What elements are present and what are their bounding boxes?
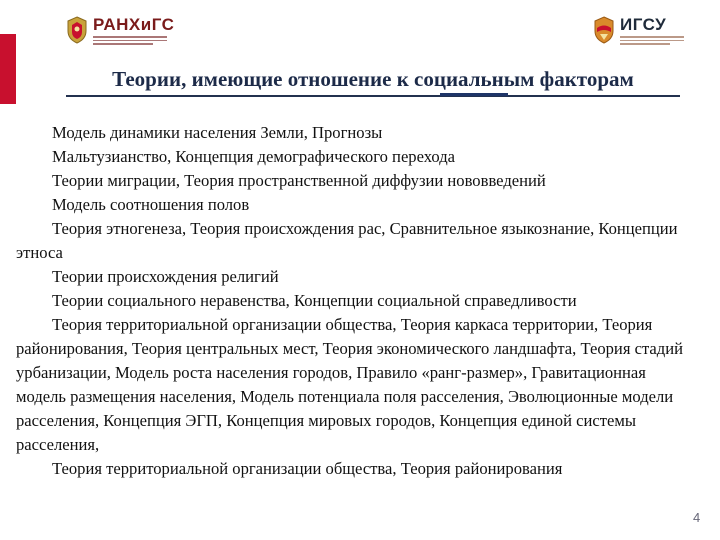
logo-left-caption-lines bbox=[93, 36, 174, 45]
body-paragraph: Модель соотношения полов bbox=[52, 195, 250, 214]
body-paragraph: Теория территориальной организации общества, Теория районирования bbox=[52, 459, 563, 478]
logo-right-name: ИГСУ bbox=[620, 15, 667, 34]
body-paragraph: Теория территориальной организации общества, Теория каркаса территории, Теория районирования, Теория центральных мест, Теория экономического ландшафта, Теория стадий урбанизации, Модель роста населения городов, Правило «ранг-размер», Гравитационная модель размещения населения, Модель потенциала поля расселения, Эволюционные модели расселения, Концепция ЭГП, Концепция мировых городов, Концепция единой системы расселения, bbox=[16, 315, 683, 454]
logo-igsu bbox=[593, 16, 684, 45]
body-paragraph: Теории происхождения религий bbox=[52, 267, 279, 286]
page-number: 4 bbox=[693, 510, 701, 525]
body-paragraph: Теории социального неравенства, Концепции социальной справедливости bbox=[52, 291, 577, 310]
logo-left-name: РАНХиГС bbox=[93, 15, 175, 34]
title-underline-accent bbox=[440, 93, 508, 96]
slide-body bbox=[16, 121, 698, 481]
body-paragraph: Теория этногенеза, Теория происхождения рас, Сравнительное языкознание, Концепции этноса bbox=[16, 219, 678, 262]
body-paragraph: Мальтузианство, Концепция демографического перехода bbox=[52, 147, 456, 166]
body-paragraph: Теории миграции, Теория пространственной диффузии нововведений bbox=[52, 171, 546, 190]
slide-title: Теории, имеющие отношение к социальным факторам bbox=[112, 67, 634, 91]
logo-right-caption-lines bbox=[620, 36, 684, 45]
title-underline bbox=[66, 95, 680, 97]
crest-emblem-icon bbox=[66, 16, 88, 44]
logo-ranepa bbox=[66, 16, 174, 45]
red-accent-bar bbox=[0, 34, 16, 104]
body-paragraph: Модель динамики населения Земли, Прогнозы bbox=[52, 123, 383, 142]
crest-emblem-icon bbox=[593, 16, 615, 44]
